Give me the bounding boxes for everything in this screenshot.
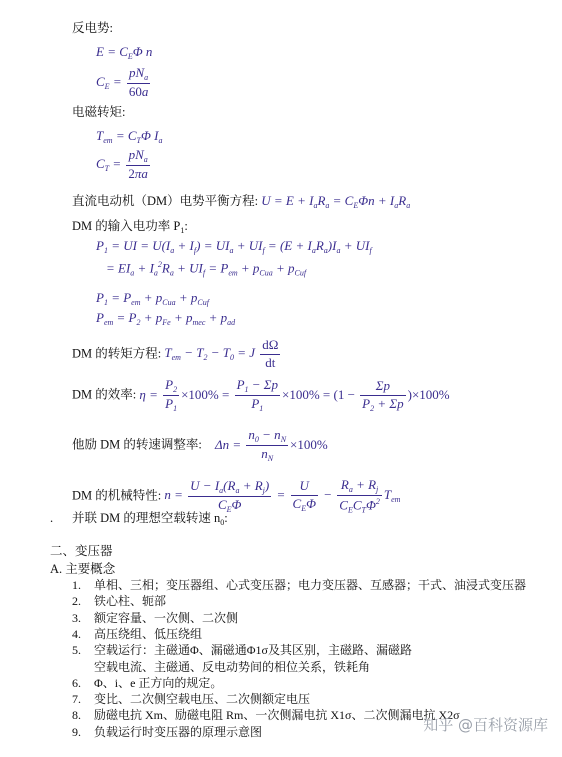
eq-mech-char: n = $\frac{U - I_a(R_a + R_j)}{C_E\Phi}$ = $\frac{U}{C_E\Phi}$ − $\frac{R_a + R_j}{C_EC_T\Phi^2}$ $T_{em}$ [164, 477, 401, 515]
list-item-number: 8. [72, 708, 81, 723]
list-item-number: 1. [72, 578, 81, 592]
list-item [72, 706, 460, 723]
list-item-number: 6. [72, 675, 81, 690]
list-item-text: 变比、二次侧空载电压、二次侧额定电压 [94, 692, 311, 707]
eq-p1-line1: $P_1$ = UI = $U(I_a + I_f) = UI_a + UI_f = (E + I_aR_a)I_a + UI_f$ [96, 238, 372, 255]
list-item-number: 3. [72, 610, 81, 625]
list-item-number: 9. [72, 724, 81, 739]
list-item [72, 625, 202, 642]
eq-p1-sum: $P_1 = P_{em} + p_{Cua} + p_{Cuf}$ [96, 290, 209, 307]
list-item-text: 空载电流、主磁通、反电动势间的相位关系，铁耗角 [94, 659, 371, 674]
list-item [72, 658, 370, 675]
list-item-text: 高压绕组、低压绕组 [94, 626, 203, 641]
list-item [72, 592, 166, 609]
list-item-number: 4. [72, 626, 81, 641]
list-item-text: 铁心柱、轭部 [94, 594, 167, 609]
eq-back-emf: $E = C_E\Phi$ n [96, 44, 153, 61]
label-ideal-speed: 并联 DM 的理想空载转速 $n_0$: [72, 511, 228, 527]
list-item-number: 7. [72, 692, 81, 707]
list-item-number: 2. [72, 594, 81, 609]
list-item [72, 576, 526, 593]
section-title: 二、变压器 [50, 544, 113, 558]
label-speed-reg: 他励 DM 的转速调整率: Δn = $\frac{n_0 - n_N}{n_N}$ ×100% [72, 427, 328, 464]
label-input-power: DM 的输入电功率 $P_1$: [72, 219, 188, 235]
list-item [72, 641, 412, 658]
eq-torque: $T_{em} = C_T\Phi$ $I_a$ [96, 128, 163, 145]
list-item-text: 额定容量、一次侧、二次侧 [94, 610, 239, 625]
list-item [72, 723, 262, 740]
eq-efficiency: η = $\frac{P_2}{P_1}$ ×100% = $\frac{P_1 - \Sigma p}{P_1}$ ×100% = (1 − $\frac{\Sigma p}{P_2 + \Sigma p}$ )×100% [139, 377, 450, 414]
list-item-text: 负载运行时变压器的原理示意图 [94, 724, 263, 739]
list-item [72, 674, 222, 691]
list-item-text: 单相、三相；变压器组、心式变压器；电力变压器、互感器；干式、油浸式变压器 [94, 578, 527, 592]
eq-balance: $U = E + I_aR_a = C_E\Phi n + I_aR_a$ [261, 193, 411, 210]
label-balance: 直流电动机（DM）电势平衡方程: $U = E + I_aR_a = C_E\Phi n + I_aR_a$ [72, 193, 411, 210]
label-torque-eq: DM 的转矩方程: $T_{em} - T_2 - T_0 = J$ $\frac{d\Omega}{dt}$ [72, 338, 282, 371]
list-item-number: 5. [72, 643, 81, 658]
label-em-torque: 电磁转矩: [72, 105, 126, 119]
list-item-text: 励磁电抗 Xm、励磁电阻 Rm、一次侧漏电抗 X1σ、二次侧漏电抗 X2σ [94, 708, 460, 723]
label-efficiency: DM 的效率: η = $\frac{P_2}{P_1}$ ×100% = $\frac{P_1 - \Sigma p}{P_1}$ ×100% = (1 − $\frac{\Sigma p}{P_2 + \Sigma p}$ )×100% [72, 377, 450, 414]
eq-ct: $C_T$ = $\frac{pN_a}{2\pi a}$ [96, 147, 148, 182]
label-back-emf: 反电势: [72, 21, 113, 35]
eq-pem: $P_{em} = P_2 + p_{Fe} + p_{mec} + p_{ad}$ [96, 310, 236, 327]
label-mech-char: DM 的机械特性: n = $\frac{U - I_a(R_a + R_j)}{C_E\Phi}$ = $\frac{U}{C_E\Phi}$ − $\frac{R_a + R_j}{C_EC_T\Phi^2}$ $T_{em}$ [72, 477, 401, 515]
list-item-text: Φ、i、e 正方向的规定。 [94, 675, 223, 690]
eq-torque-balance: $T_{em} - T_2 - T_0 = J$ $\frac{d\Omega}{dt}$ [164, 337, 279, 370]
eq-ce: $C_E$ = $\frac{pN_a}{60a}$ [96, 65, 149, 100]
bullet-dot: . [50, 511, 54, 525]
watermark: 知乎 @百科资源库 [423, 716, 548, 734]
list-item-text: 空载运行：主磁通Φ、漏磁通Φ1σ及其区别，主磁路、漏磁路 [94, 643, 413, 658]
subsection-a: A. 主要概念 [50, 562, 116, 576]
list-item [72, 690, 310, 707]
eq-p1-line2: = $EI_a + I_a^2R_a + UI_f = P_{em} + p_{Cua} + p_{Cuf}$ [106, 260, 307, 278]
eq-speed-reg: Δn = $\frac{n_0 - n_N}{n_N}$ ×100% [215, 427, 328, 464]
list-item [72, 609, 238, 626]
